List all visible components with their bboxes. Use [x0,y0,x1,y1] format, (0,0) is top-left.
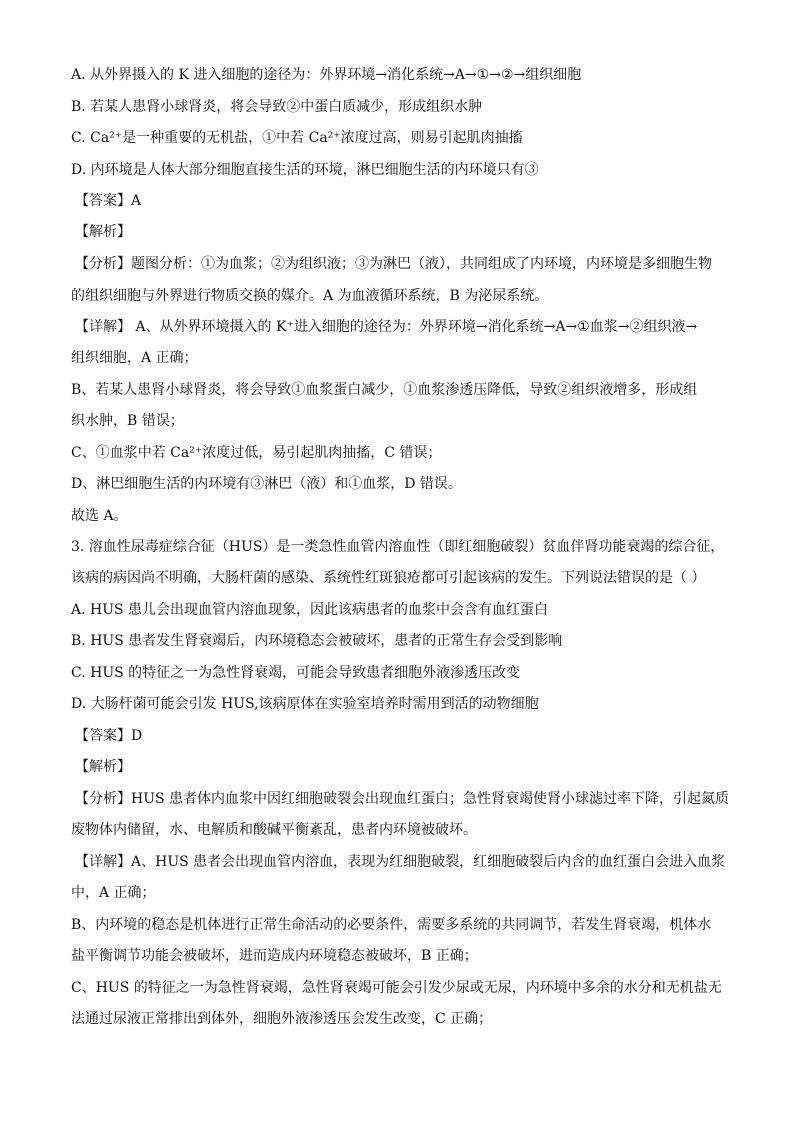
q3-stem-line: 3. 溶血性尿毒症综合征（HUS）是一类急性血管内溶血性（即红细胞破裂）贫血伴肾功能衰竭的综合征， [71,539,725,555]
q3-jiexi-heading: 【解析】 [75,759,131,775]
q2-conclusion: 故选 A。 [71,508,128,524]
q2-detail-line: 织水肿，B 错误； [71,413,184,429]
q2-detail-line: B、若某人患肾小球肾炎，将会导致①血浆蛋白减少，①血浆渗透压降低，导致②组织液增多，形成组 [71,382,698,398]
q3-detail-line: 中，A 正确； [71,885,156,901]
q2-detail-line: D、淋巴细胞生活的内环境有③淋巴（液）和①血浆，D 错误。 [71,476,462,492]
q2-analysis-line: 的组织细胞与外界进行物质交换的媒介。A 为血液循环系统，B 为泌尿系统。 [71,288,549,304]
q3-detail-line: B、内环境的稳态是机体进行正常生命活动的必要条件，需要多系统的共同调节，若发生肾衰竭，机体水 [71,917,712,933]
q3-option-c: C. HUS 的特征之一为急性肾衰竭，可能会导致患者细胞外液渗透压改变 [71,665,521,681]
q2-option-c: C. Ca²⁺是一种重要的无机盐，①中若 Ca²⁺浓度过高，则易引起肌肉抽搐 [71,130,523,146]
q2-option-a: A. 从外界摄入的 K 进入细胞的途径为：外界环境→消化系统→A→①→②→组织细胞 [71,67,582,83]
q2-option-b: B. 若某人患肾小球肾炎，将会导致②中蛋白质减少，形成组织水肿 [71,99,483,115]
q3-answer: 【答案】D [75,728,143,744]
q3-analysis-line: 【分析】HUS 患者体内血浆中因红细胞破裂会出现血红蛋白；急性肾衰竭使肾小球滤过率下降，引起氮质 [75,791,730,807]
q3-stem-line: 该病的病因尚不明确，大肠杆菌的感染、系统性红斑狼疮都可引起该病的发生。下列说法错误的是（ ） [71,570,706,586]
q3-option-a: A. HUS 患儿会出现血管内溶血现象，因此该病患者的血浆中会含有血红蛋白 [71,602,549,618]
q2-analysis-line: 【分析】题图分析：①为血浆；②为组织液；③为淋巴（液），共同组成了内环境，内环境是多细胞生物 [75,256,712,272]
q2-answer: 【答案】A [75,193,142,209]
q3-option-d: D. 大肠杆菌可能会引发 HUS,该病原体在实验室培养时需用到活的动物细胞 [71,696,539,712]
q3-detail-line: C、HUS 的特征之一为急性肾衰竭，急性肾衰竭可能会引发少尿或无尿，内环境中多余的水分和无机盐无 [71,980,722,996]
q3-detail-line: 【详解】A、HUS 患者会出现血管内溶血，表现为红细胞破裂，红细胞破裂后内含的血红蛋白会进入血浆 [75,854,726,870]
q2-detail-line: 组织细胞，A 正确； [71,350,198,366]
q3-analysis-line: 废物体内储留，水、电解质和酸碱平衡紊乱，患者内环境被破坏。 [71,822,477,838]
q2-detail-line: 【详解】 A、从外界环境摄入的 K⁺进入细胞的途径为：外界环境→消化系统→A→①血浆→②组织液→ [75,319,698,335]
q3-detail-line: 盐平衡调节功能会被破坏，进而造成内环境稳态被破坏，B 正确； [71,948,478,964]
q2-option-d: D. 内环境是人体大部分细胞直接生活的环境，淋巴细胞生活的内环境只有③ [71,162,539,178]
q3-option-b: B. HUS 患者发生肾衰竭后，内环境稳态会被破坏，患者的正常生存会受到影响 [71,633,563,649]
q2-detail-line: C、①血浆中若 Ca²⁺浓度过低，易引起肌肉抽搐，C 错误； [71,445,442,461]
q2-jiexi-heading: 【解析】 [75,224,131,240]
q3-detail-line: 法通过尿液正常排出到体外，细胞外液渗透压会发生改变，C 正确； [71,1011,493,1027]
